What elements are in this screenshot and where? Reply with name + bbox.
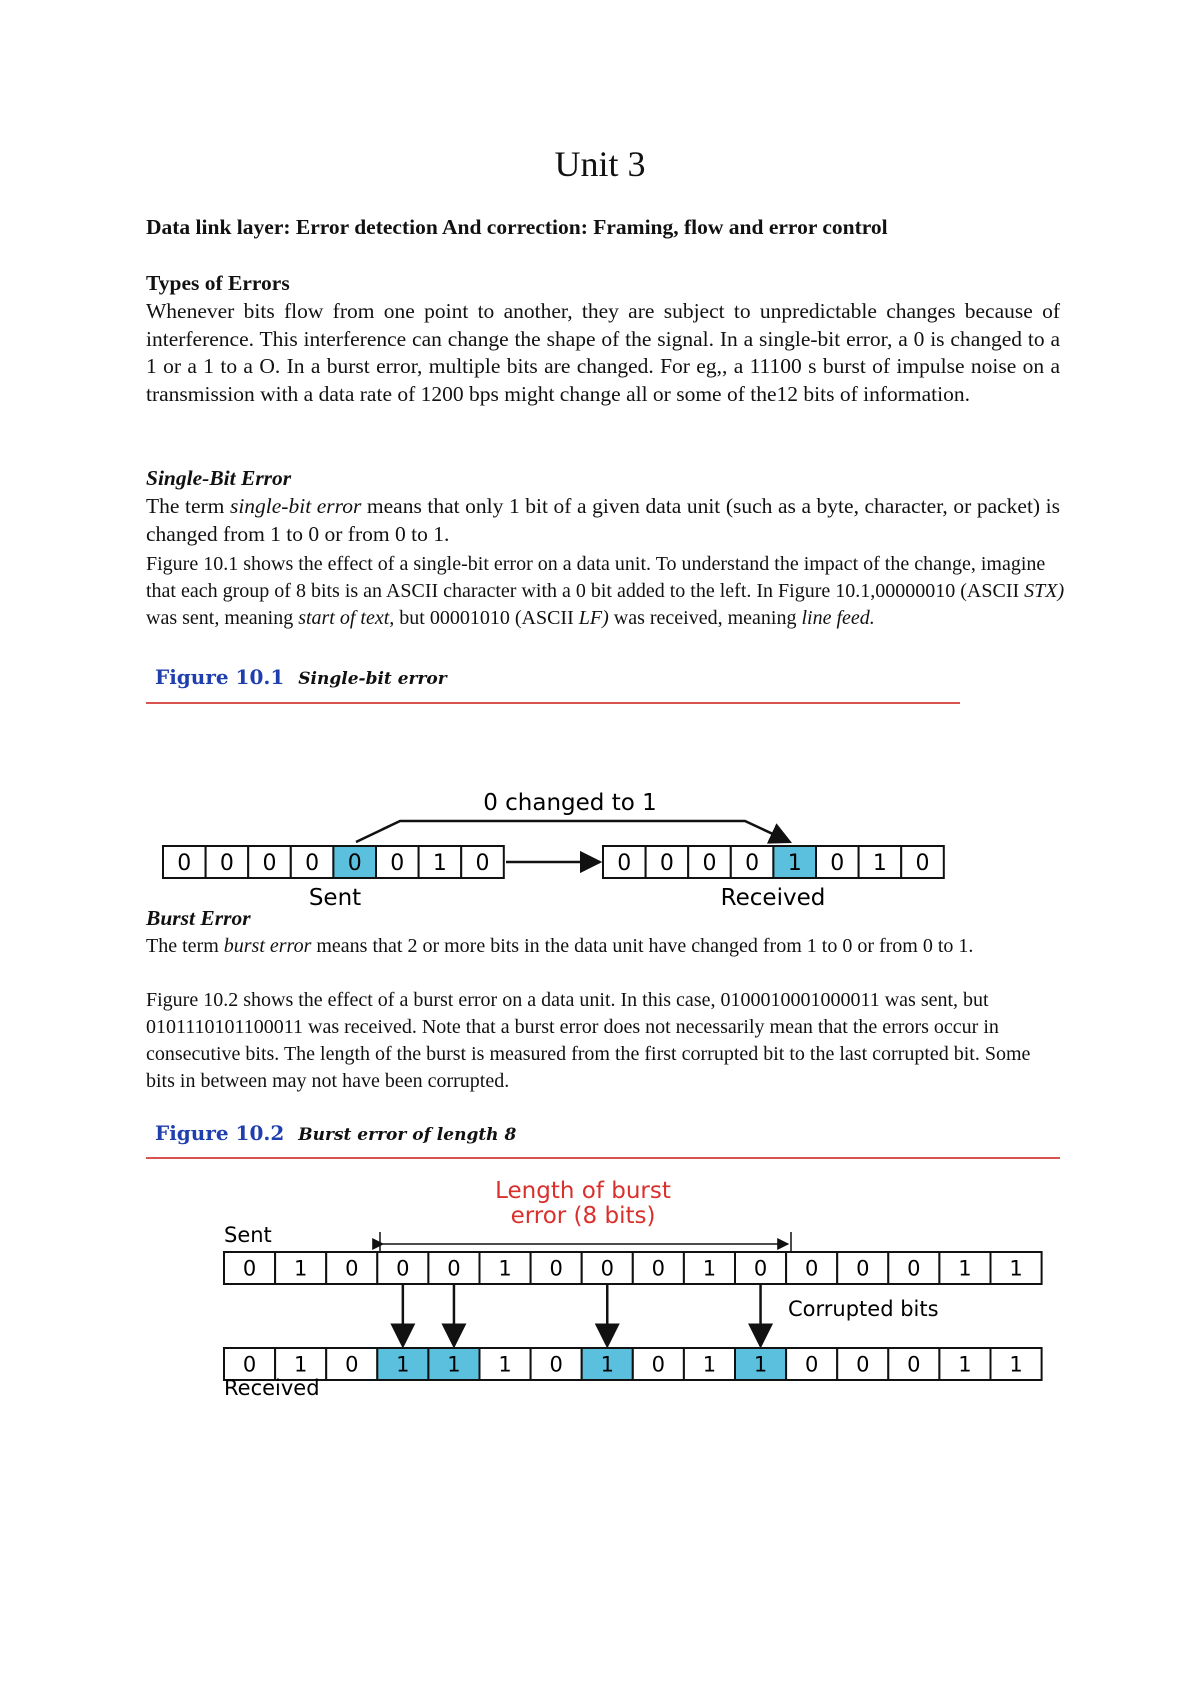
sent-bit-2-bit: 0 (396, 1256, 410, 1281)
received-bit-bit: 1 (872, 850, 887, 876)
received-bits-row-2 (224, 1348, 1042, 1380)
types-paragraph: Whenever bits flow from one point to another, they are subject to unpredictable changes because of interference. This interference can change the shape of the signal. In a single-bit error, a 0 is changed to a 1 or a 1 to a O. In a burst error, multiple bits are changed. For eg,, a 11100 s burst of impulse noise on a transmission with a data rate of 1200 bps might change all or some of the12 bits of information. (146, 299, 1060, 406)
corruption-arrows (403, 1284, 761, 1346)
received-bit-2-bit: 0 (856, 1352, 870, 1377)
sent-bit-2-bit: 0 (242, 1256, 257, 1281)
received-bit-bit: 0 (659, 850, 674, 876)
received-bit-2-bit: 1 (1009, 1352, 1023, 1377)
figure-10-2-rule (146, 1157, 1060, 1159)
sent-bit-2-bit: 1 (1009, 1256, 1023, 1281)
sent-bits-row-2 (224, 1252, 1042, 1284)
page-title: Unit 3 (554, 144, 646, 184)
received-bit-2-bit: 0 (242, 1352, 257, 1377)
corrupted-bits-label: Corrupted bits (788, 1297, 939, 1321)
received-bit-bit: 1 (787, 850, 802, 876)
received-bit-bit: 0 (915, 850, 930, 876)
sent-bit-2-bit: 0 (651, 1256, 666, 1281)
sent-bit-bit: 0 (177, 850, 192, 876)
changed-label: 0 changed to 1 (483, 790, 657, 816)
sent-label: Sent (308, 885, 362, 911)
received-bit-2-bit: 1 (396, 1352, 410, 1377)
sent-bit-2-bit: 1 (702, 1256, 717, 1281)
burst-length-label-1: Length of burst (495, 1178, 671, 1204)
figure-10-2-diagram (0, 1170, 1200, 1410)
sent-label-2: Sent (224, 1223, 272, 1247)
sent-bit-2-bit: 0 (804, 1256, 819, 1281)
change-arrow (356, 821, 790, 842)
received-bit-2-bit: 0 (651, 1352, 666, 1377)
burst-paragraph-2: Figure 10.2 shows the effect of a burst error on a data unit. In this case, 0100010001000011 was sent, but 0101110101100011 was received. Note that a burst error does not necessarily mean that the errors occur in consecutive bits. The length of the burst is measured from the first corrupted bit to the last corrupted bit. Some bits in between may not have been corrupted. (146, 989, 1031, 1092)
burst-paragraph-1: The term burst error means that 2 or more bits in the data unit have changed from 1 to 0 or from 0 to 1. (146, 935, 974, 957)
received-bit-2-bit: 1 (498, 1352, 512, 1377)
received-bit-bit: 0 (702, 850, 717, 876)
sent-bit-bit: 0 (262, 850, 277, 876)
sent-bit-2-bit: 0 (856, 1256, 870, 1281)
figure-10-1-diagram (0, 770, 1200, 920)
burst-heading: Burst Error (146, 906, 251, 930)
received-bit-2-bit: 0 (345, 1352, 359, 1377)
sent-bit-2-bit: 0 (753, 1256, 768, 1281)
single-bit-paragraph-1: The term single-bit error means that only 1 bit of a given data unit (such as a byte, character, or packet) is changed from 1 to 0 or from 0 to 1. (146, 494, 1060, 546)
received-bit-bit: 0 (745, 850, 760, 876)
received-bits-row (603, 846, 944, 878)
sent-bit-2-bit: 0 (600, 1256, 614, 1281)
sent-bit-2-bit: 1 (958, 1256, 972, 1281)
types-heading: Types of Errors (146, 271, 290, 295)
sent-bit-2-bit: 1 (293, 1256, 308, 1281)
sent-bit-2-bit: 0 (549, 1256, 563, 1281)
sent-bit-bit: 1 (432, 850, 447, 876)
sent-bit-2-bit: 0 (345, 1256, 359, 1281)
received-bit-2-bit: 0 (907, 1352, 921, 1377)
received-bit-bit: 0 (617, 850, 632, 876)
received-bit-2-bit: 0 (804, 1352, 819, 1377)
received-bit-2-bit: 0 (549, 1352, 563, 1377)
sent-bit-2-bit: 0 (907, 1256, 921, 1281)
sent-bit-2-bit: 0 (447, 1256, 461, 1281)
figure-10-2-caption: Figure 10.2 Burst error of length 8 (155, 1121, 517, 1145)
sent-bit-bit: 0 (305, 850, 320, 876)
received-bit-2-bit: 1 (753, 1352, 768, 1377)
received-bit-2-bit: 1 (447, 1352, 461, 1377)
sent-bit-2-bit: 1 (498, 1256, 512, 1281)
sent-bit-bit: 0 (390, 850, 405, 876)
received-bit-2-bit: 1 (600, 1352, 614, 1377)
received-label-2: Received (224, 1376, 320, 1400)
received-label: Received (720, 885, 826, 911)
subtitle: Data link layer: Error detection And correction: Framing, flow and error control (146, 215, 888, 239)
single-bit-heading: Single-Bit Error (146, 466, 292, 490)
received-bit-2-bit: 1 (702, 1352, 717, 1377)
sent-bit-bit: 0 (347, 850, 362, 876)
single-bit-paragraph-2: Figure 10.1 shows the effect of a single-bit error on a data unit. To understand the impact of the change, imagine that each group of 8 bits is an ASCII character with a 0 bit added to the left. In Figure 10.1,00000010 (ASCII STX) was sent, meaning start of text, but 00001010 (ASCII LF) was received, meaning line feed. (146, 553, 1065, 629)
sent-bits-row (163, 846, 504, 878)
figure-10-1-rule (146, 702, 960, 704)
figure-10-1-caption: Figure 10.1 Single-bit error (155, 665, 447, 689)
burst-length-label-2: error (8 bits) (510, 1203, 656, 1229)
received-bit-2-bit: 1 (293, 1352, 308, 1377)
sent-bit-bit: 0 (475, 850, 490, 876)
sent-bit-bit: 0 (219, 850, 234, 876)
received-bit-bit: 0 (830, 850, 845, 876)
received-bit-2-bit: 1 (958, 1352, 972, 1377)
